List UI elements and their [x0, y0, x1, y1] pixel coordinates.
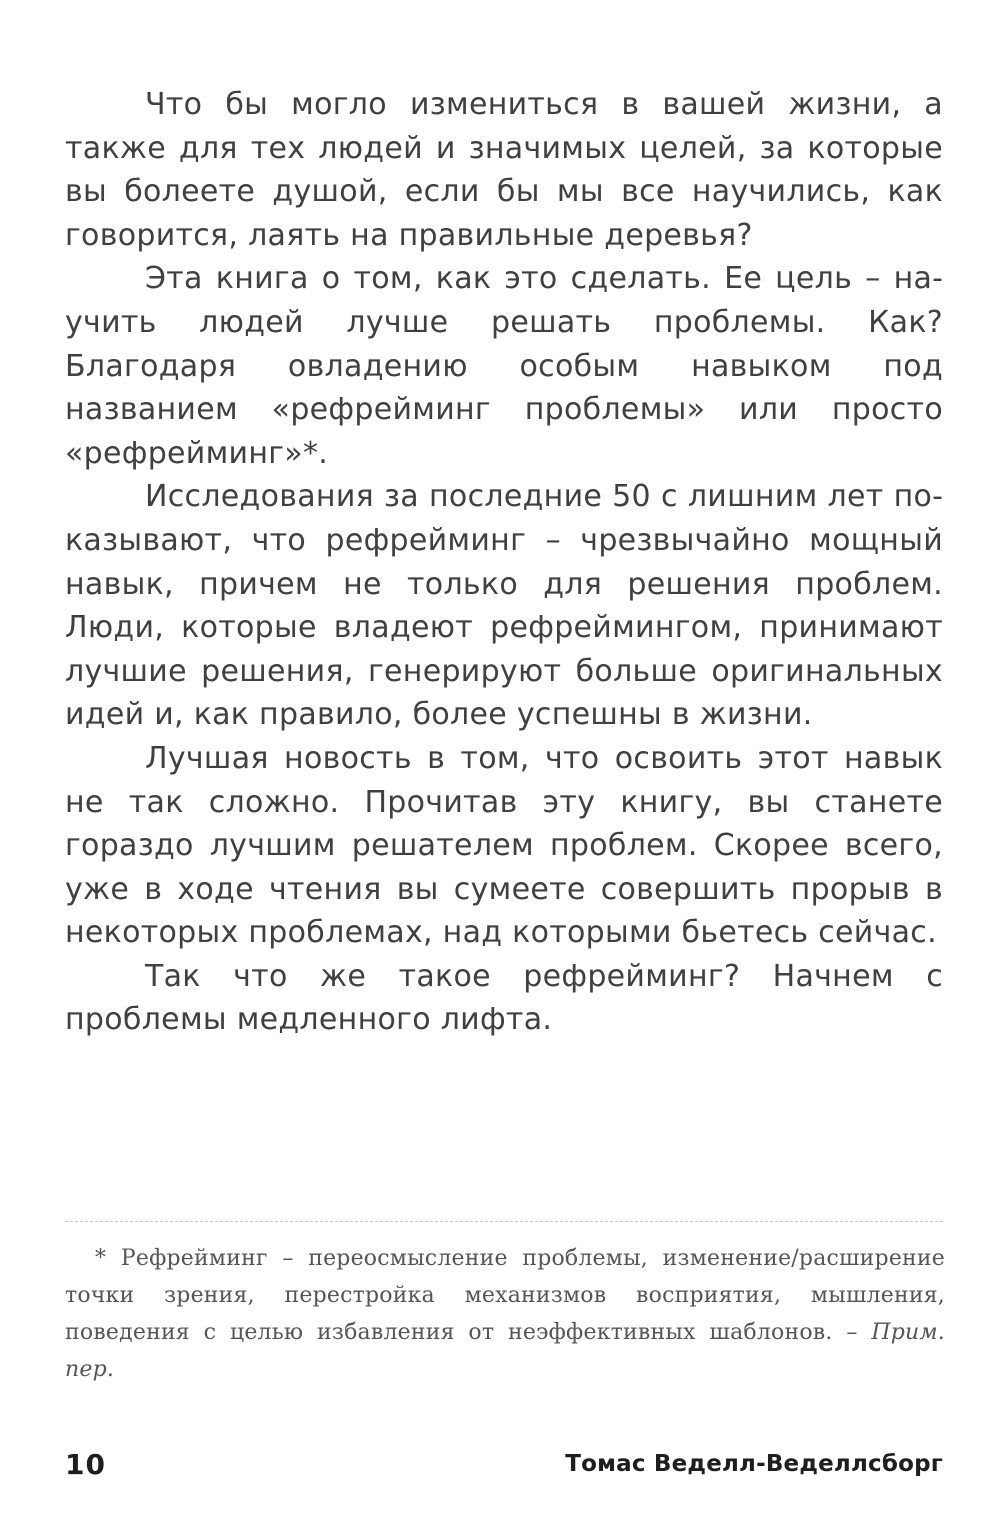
footnote-divider — [65, 1221, 943, 1222]
running-header-author: Томас Веделл-Веделлсборг — [565, 1451, 943, 1477]
paragraph: Лучшая новость в том, что освоить этот навык не так сложно. Прочитав эту книгу, вы станете гораздо лучшим решателем проблем. Скорее всего, уже в ходе чтения вы сумеете совершить прорыв в некоторых проблемах, над которыми бьетесь сейчас. — [65, 740, 943, 951]
page-number: 10 — [65, 1447, 106, 1481]
paragraph: Эта книга о том, как это сделать. Ее цель – научить людей лучше решать проблемы. Как? Благодаря овладению особым навыком под названием «рефрейминг проблемы» или просто «рефрейминг»*. — [65, 261, 943, 471]
paragraph: Так что же такое рефрейминг? Начнем с проблемы медленного лифта. — [65, 958, 943, 1038]
main-text — [65, 83, 943, 1042]
page-footer — [65, 1444, 943, 1484]
translator-note-mark: Прим. пер. — [65, 1320, 945, 1382]
paragraph: Что бы могло измениться в вашей жизни, а также для тех людей и значимых целей, за которые вы болеете душой, если бы мы все научились, как говорится, лаять на правильные деревья? — [65, 87, 943, 253]
footnote — [65, 1240, 945, 1388]
footnote-text: * Рефрейминг – переосмысление проблемы, изменение/расширение точки зрения, перестройка механизмов восприятия, мышления, поведения с целью избавления от неэффективных шаблонов. – — [65, 1246, 945, 1345]
paragraph: Исследования за последние 50 с лишним лет показывают, что рефрейминг – чрезвычайно мощный навык, причем не только для решения проблем. Люди, которые владеют рефреймингом, принимают лучшие решения, генерируют больше оригинальных идей и, как правило, более успешны в жизни. — [65, 479, 943, 733]
